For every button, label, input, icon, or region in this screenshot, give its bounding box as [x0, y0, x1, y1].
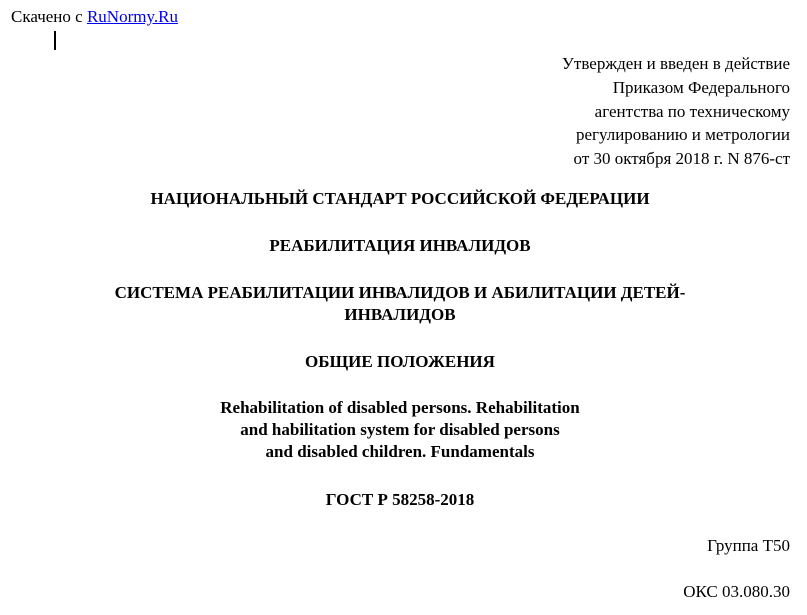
english-title-line: and habilitation system for disabled persons	[240, 420, 560, 439]
english-title-line: Rehabilitation of disabled persons. Rehabilitation	[220, 398, 580, 417]
approval-line: агентства по техническому	[594, 101, 790, 121]
approval-line: Утвержден и введен в действие	[561, 54, 790, 73]
approval-line: от 30 октября 2018 г. N 876-ст	[573, 149, 790, 169]
approval-line: регулированию и метрологии	[575, 125, 790, 145]
standard-name-part1	[0, 235, 800, 257]
standard-name-part3-text: ОБЩИЕ ПОЛОЖЕНИЯ	[305, 352, 495, 371]
download-prefix-text: Скачено с	[11, 7, 83, 26]
group-code: Группа Т50	[707, 536, 790, 555]
text-cursor	[54, 31, 56, 50]
standard-name-part2-line: ИНВАЛИДОВ	[344, 305, 456, 324]
approval-block	[562, 52, 790, 171]
standard-name-part1-text: РЕАБИЛИТАЦИЯ ИНВАЛИДОВ	[269, 236, 531, 255]
approval-line: Приказом Федерального	[612, 77, 790, 97]
standard-name-part2-line: СИСТЕМА РЕАБИЛИТАЦИИ ИНВАЛИДОВ И АБИЛИТАЦИИ ДЕТЕЙ-	[114, 283, 686, 302]
standard-name-part3	[0, 351, 800, 373]
standard-number	[0, 489, 800, 511]
download-source-line	[11, 7, 178, 27]
runormy-link[interactable]: RuNormy.Ru	[86, 7, 178, 26]
english-title-line: and disabled children. Fundamentals	[265, 442, 535, 461]
standard-title	[0, 188, 800, 210]
standard-name-part2	[0, 282, 800, 326]
standard-number-text: ГОСТ Р 58258-2018	[325, 490, 475, 509]
oks-code: ОКС 03.080.30	[683, 582, 790, 601]
standard-title-text: НАЦИОНАЛЬНЫЙ СТАНДАРТ РОССИЙСКОЙ ФЕДЕРАЦИИ	[150, 189, 650, 208]
english-title-block	[0, 397, 800, 463]
